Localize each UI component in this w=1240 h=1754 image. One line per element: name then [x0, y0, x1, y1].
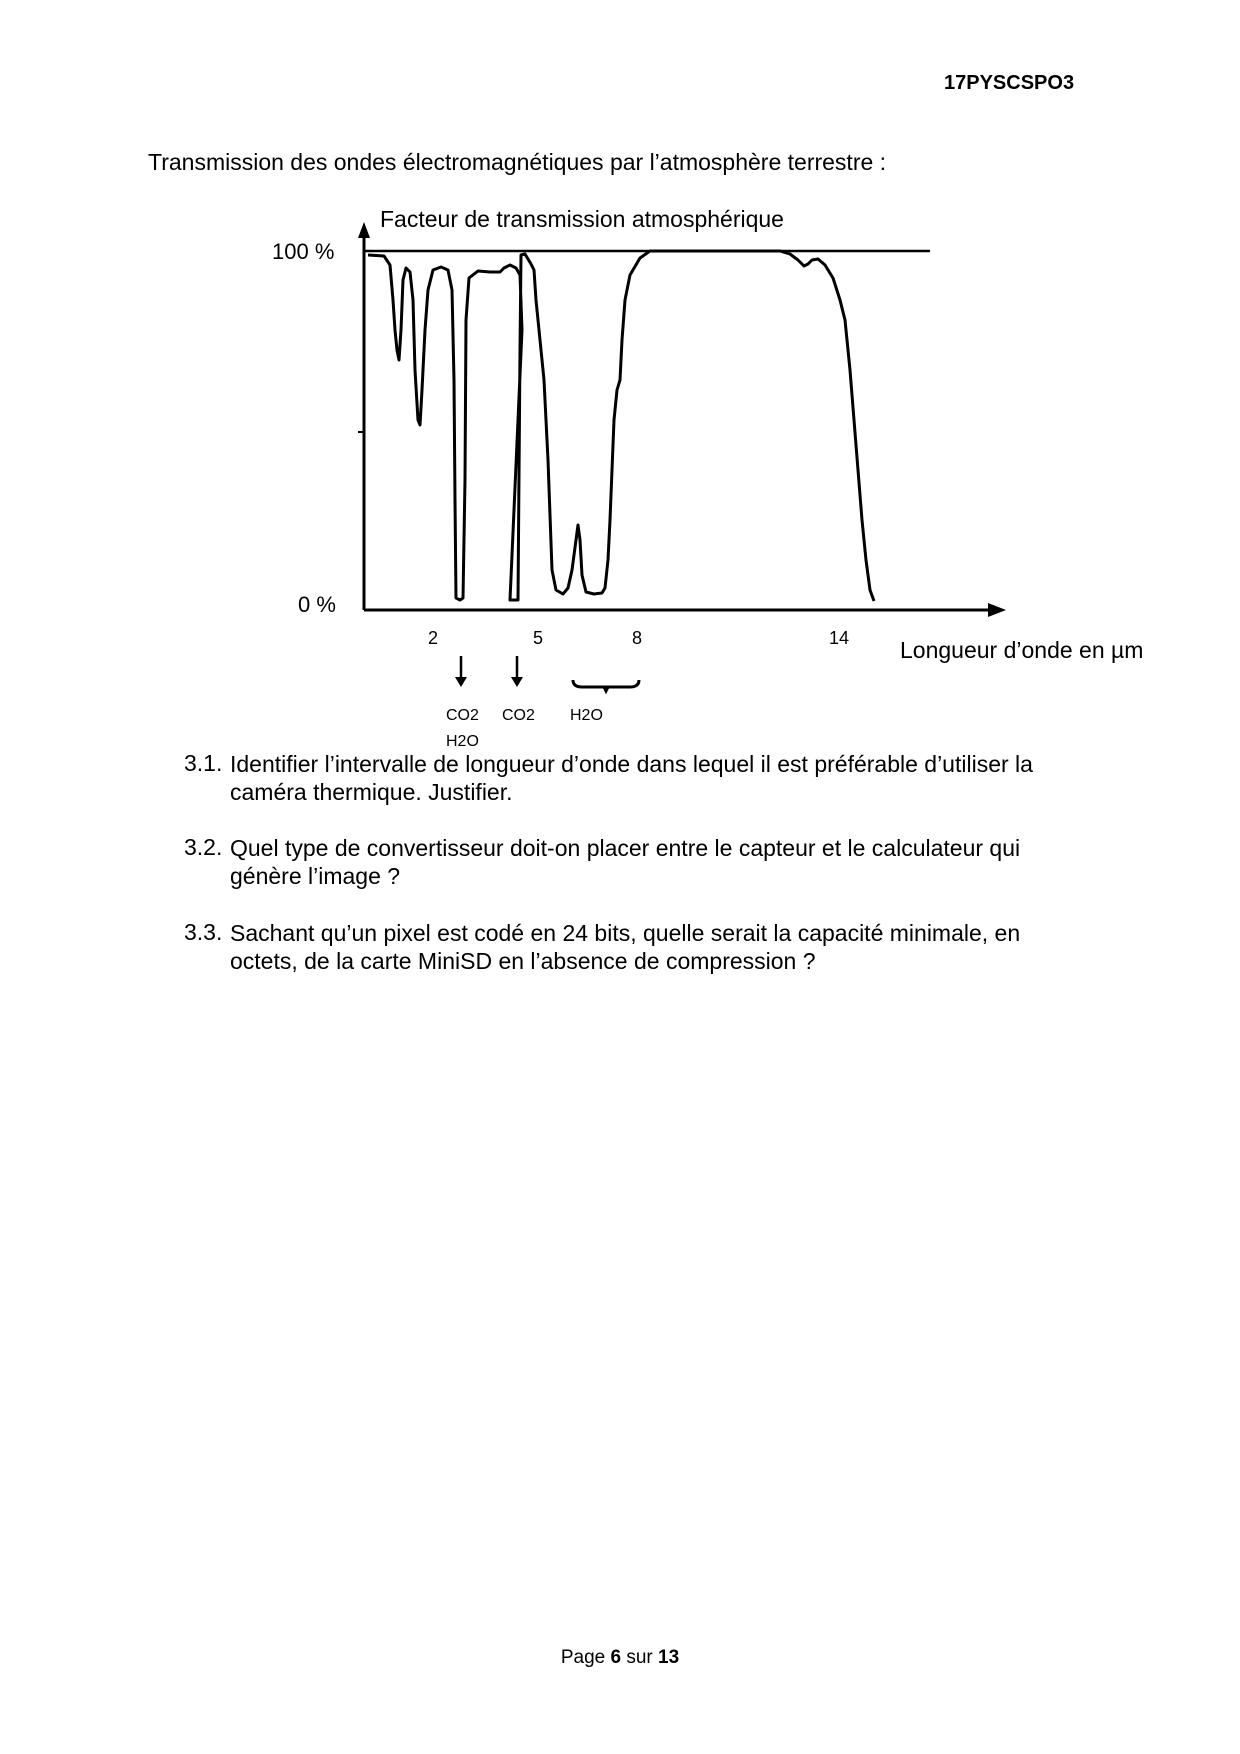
annotation-h2o-1: H2O: [446, 733, 479, 750]
x-axis-title: Longueur d’onde en µm: [900, 637, 1144, 663]
y-tick-0: 0 %: [298, 592, 336, 617]
intro-text: Transmission des ondes électromagnétiques par l’atmosphère terrestre :: [148, 149, 887, 175]
y-axis-arrow: [358, 222, 370, 238]
question-text: Identifier l’intervalle de longueur d’onde dans lequel il est préférable d’utiliser la caméra thermique. Justifier.: [230, 751, 1033, 805]
annotation-co2-2: CO2: [502, 707, 535, 724]
co2-arrow-2-head: [511, 677, 523, 687]
x-tick-2: 2: [428, 628, 439, 648]
footer-page-total: 13: [658, 1647, 680, 1668]
question-number: 3.1.: [184, 750, 223, 776]
footer-middle: sur: [626, 1647, 653, 1668]
x-tick-14: 14: [829, 628, 850, 648]
y-tick-100: 100 %: [272, 239, 335, 264]
question-text: Sachant qu’un pixel est codé en 24 bits, quelle serait la capacité minimale, en octets, de la carte MiniSD en l’absence de compression ?: [230, 920, 1021, 974]
h2o-brace: [573, 680, 639, 691]
annotation-h2o-2: H2O: [570, 707, 603, 724]
x-tick-5: 5: [533, 628, 544, 648]
x-tick-8: 8: [632, 628, 643, 648]
annotation-co2-1: CO2: [446, 707, 479, 724]
page-footer: [0, 1647, 1240, 1669]
y-axis-title: Facteur de transmission atmosphérique: [380, 206, 784, 232]
transmission-curve: [368, 251, 874, 601]
question-number: 3.3.: [184, 919, 223, 945]
document-code: 17PYSCSPO3: [944, 72, 1075, 94]
transmission-chart: [0, 0, 1240, 760]
footer-prefix: Page: [560, 1647, 606, 1668]
question-number: 3.2.: [184, 834, 223, 860]
x-axis-arrow: [988, 603, 1006, 617]
footer-page-number: 6: [610, 1647, 622, 1668]
co2-arrow-1-head: [455, 677, 467, 687]
question-text: Quel type de convertisseur doit-on placer entre le capteur et le calculateur qui génère l’image ?: [230, 835, 1021, 889]
